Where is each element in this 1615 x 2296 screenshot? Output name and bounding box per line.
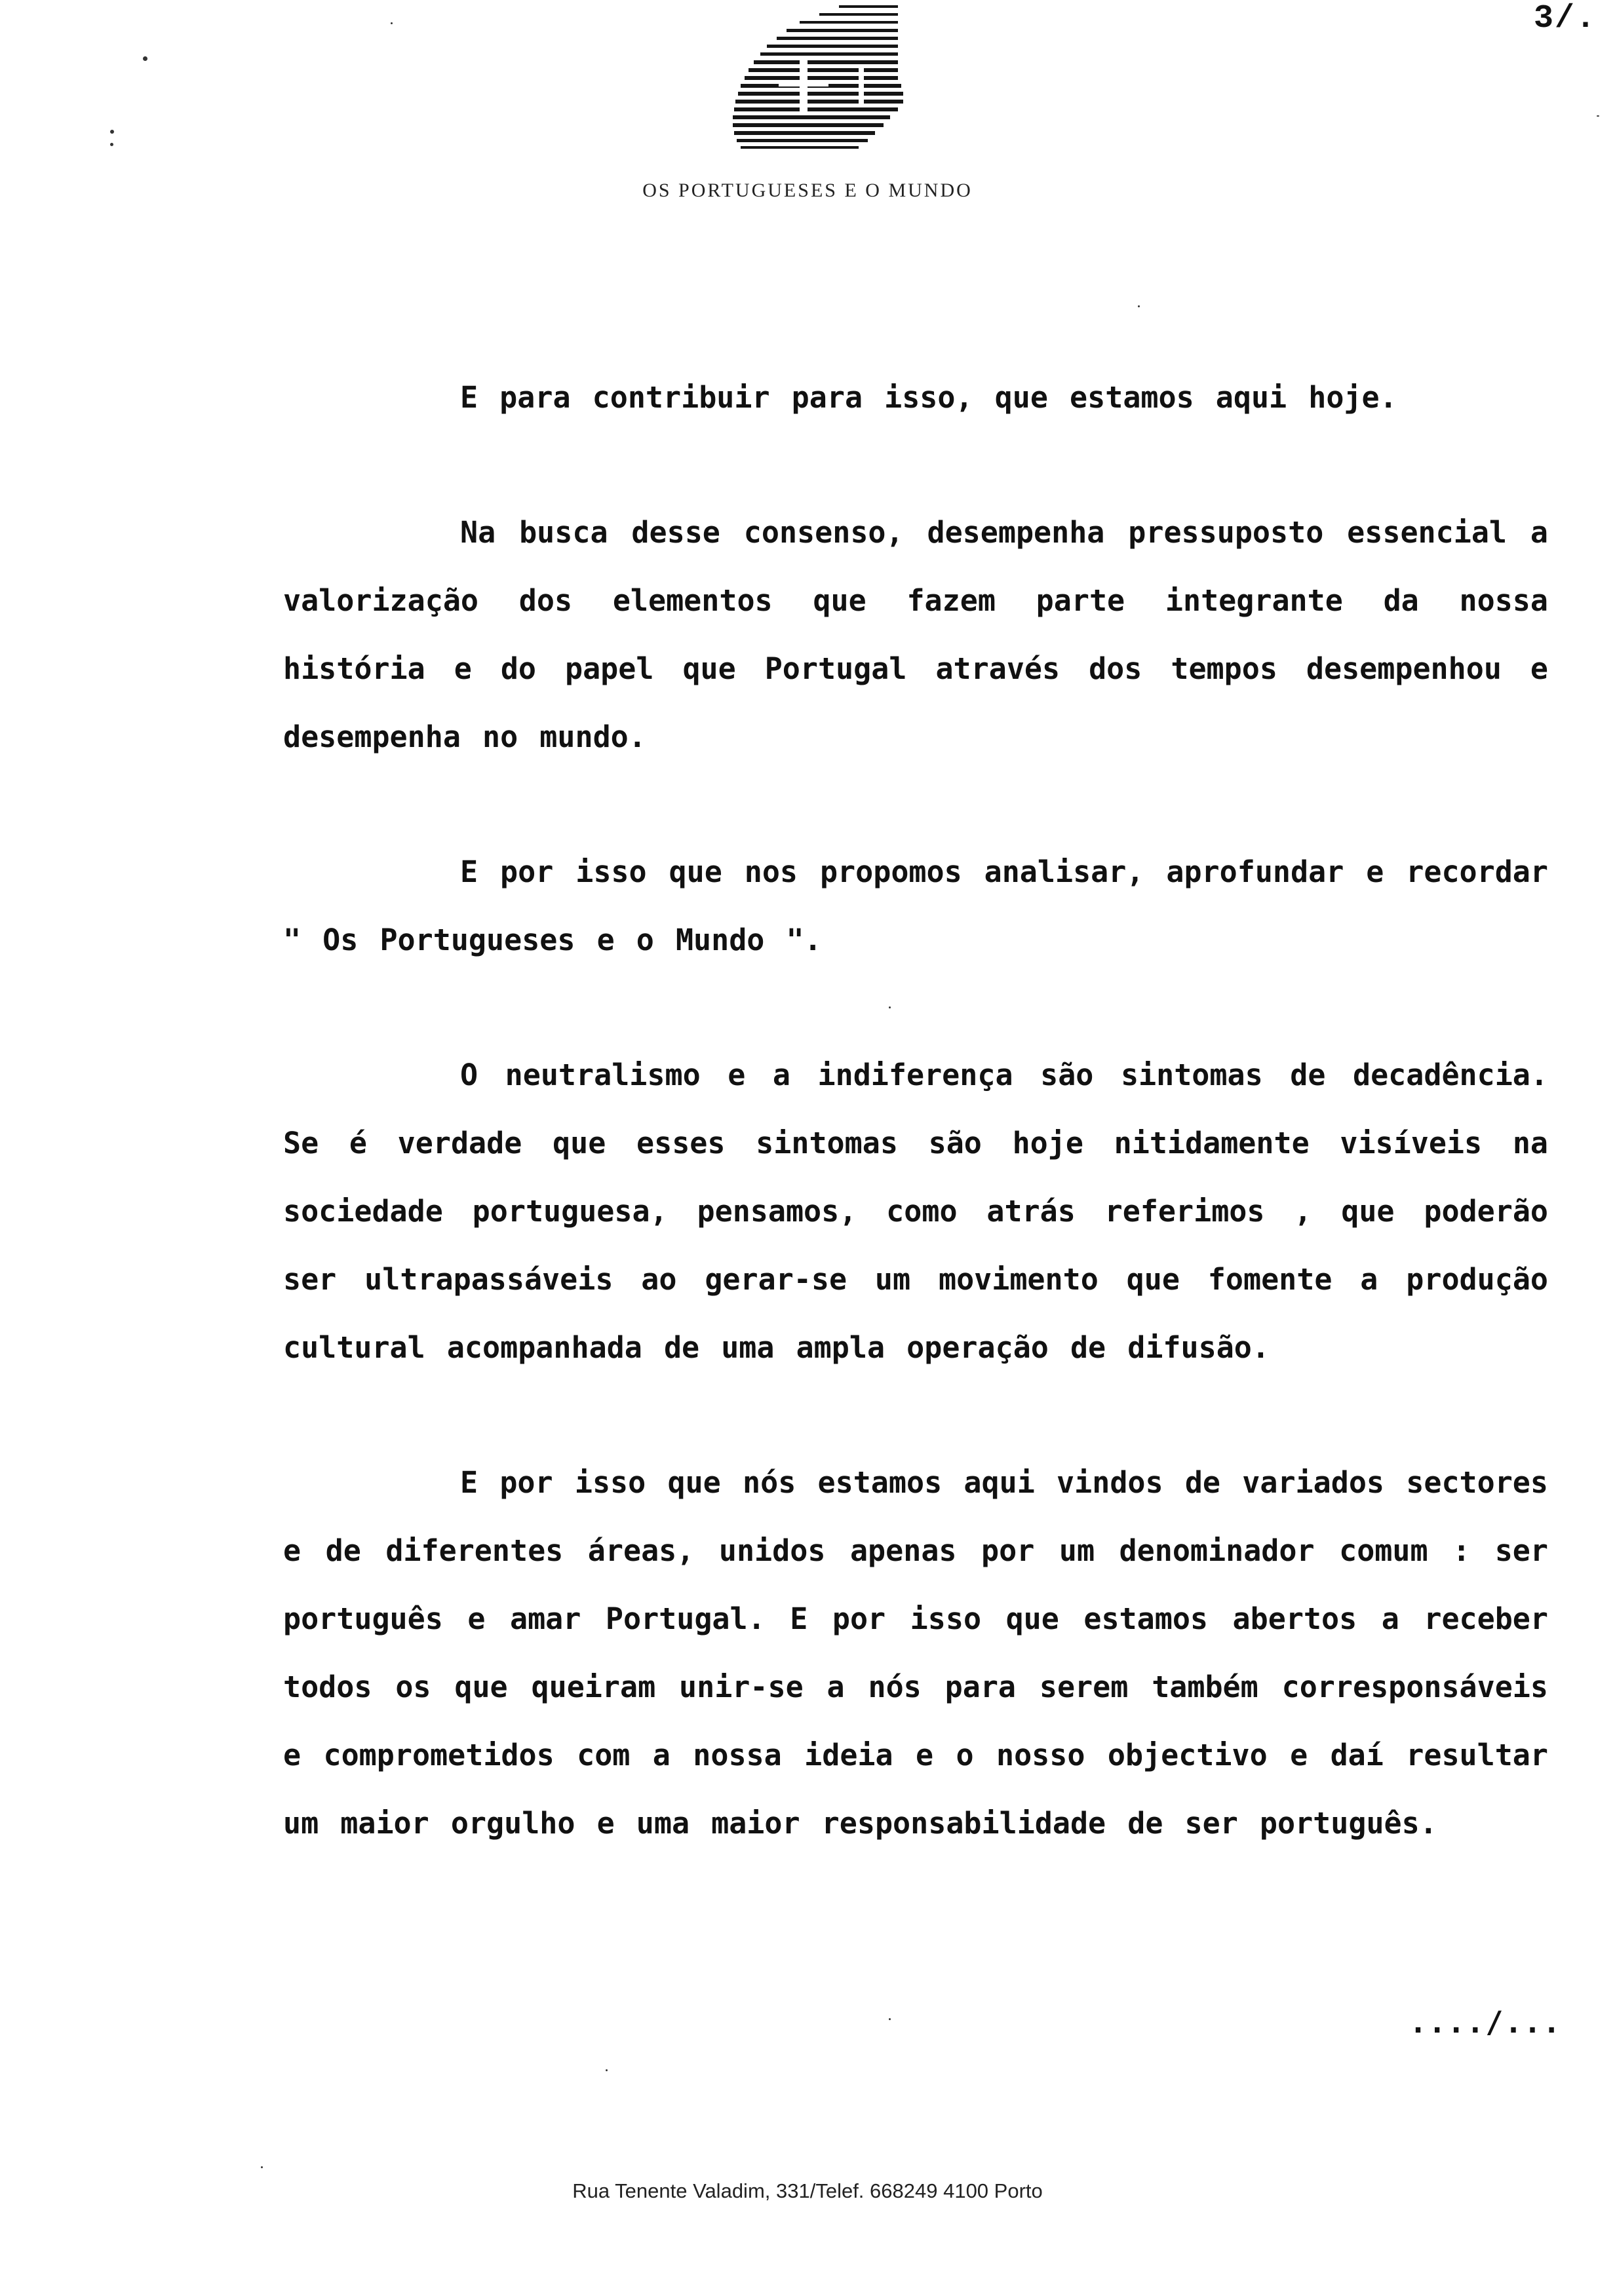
paragraph: Na busca desse consenso, desempenha pressuposto essencial a valorização dos elementos que fazem parte integrante da nossa história e do papel que Portugal através dos tempos desempenhou e desempenha no mundo. bbox=[283, 515, 1548, 754]
scan-speck bbox=[889, 2018, 891, 2020]
paragraph: E por isso que nós estamos aqui vindos de variados sectores e de diferentes áreas, unidos apenas por um denominador comum : ser português e amar Portugal. E por isso que estamos abertos a receber todos os que queiram unir-se a nós para serem também corresponsáveis e comprometidos com a nossa ideia e o nosso objectivo e daí resultar um maior orgulho e uma maior responsabilidade de ser português. bbox=[283, 1465, 1548, 1841]
scan-speck bbox=[261, 2166, 263, 2168]
page-number: 3/. bbox=[1534, 0, 1597, 37]
continuation-mark: ..../... bbox=[1409, 2005, 1562, 2040]
paragraph: O neutralismo e a indiferença são sintomas de decadência. Se é verdade que esses sintomas são hoje nitidamente visíveis na sociedade portuguesa, pensamos, como atrás referimos , que poderão ser ultrapassáveis ao gerar-se um movimento que fomente a produção cultural acompanhada de uma ampla operação de difusão. bbox=[283, 1058, 1548, 1365]
paragraph: E por isso que nos propomos analisar, aprofundar e recordar " Os Portugueses e o Mundo ". bbox=[283, 854, 1548, 957]
scan-speck bbox=[110, 130, 114, 134]
scan-speck bbox=[889, 1006, 891, 1008]
paragraph: E para contribuir para isso, que estamos aqui hoje. bbox=[460, 380, 1397, 415]
footer-address: Rua Tenente Valadim, 331/Telef. 668249 4100 Porto bbox=[572, 2179, 1043, 2202]
scan-speck bbox=[391, 22, 393, 24]
scan-speck bbox=[143, 56, 147, 61]
scan-speck bbox=[1138, 305, 1140, 307]
letter-body bbox=[283, 364, 1548, 1858]
scan-speck bbox=[110, 143, 113, 146]
scan-speck bbox=[606, 2069, 608, 2071]
scan-speck bbox=[1597, 115, 1599, 117]
striped-sail-emblem-icon bbox=[701, 0, 924, 157]
organization-name: OS PORTUGUESES E O MUNDO bbox=[642, 180, 973, 201]
